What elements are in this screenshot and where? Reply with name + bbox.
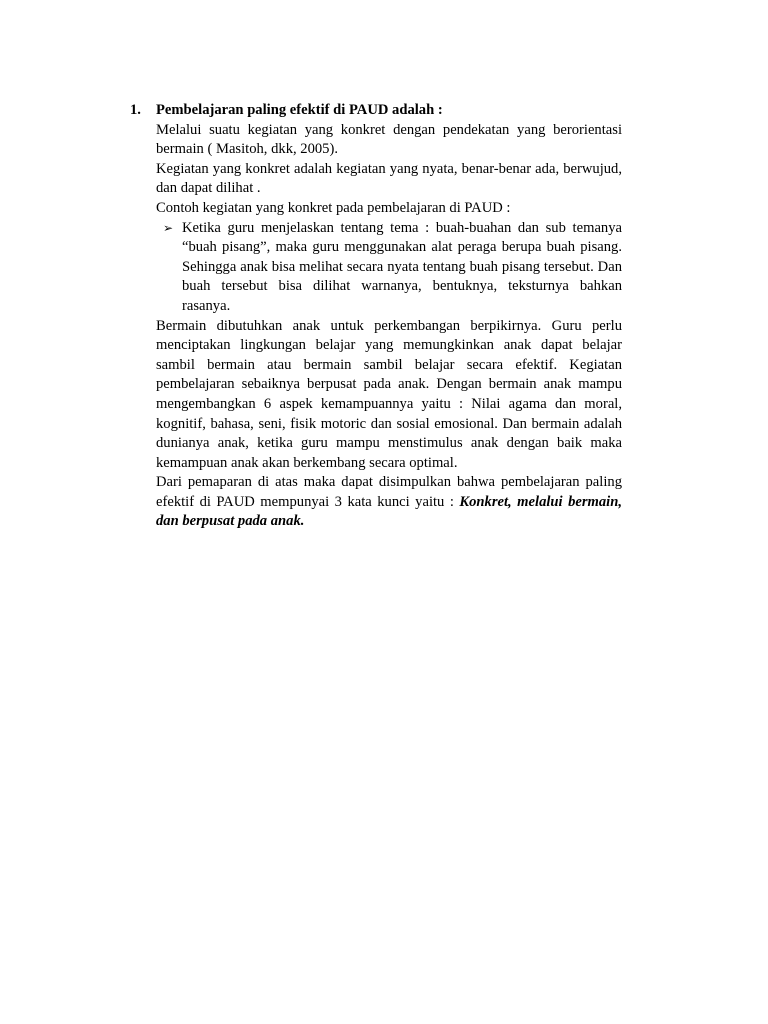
item-number: 1. — [130, 102, 141, 118]
item-body — [156, 121, 622, 532]
conclusion-keywords: Konkret, melalui bermain, dan berpusat pada anak. — [156, 493, 622, 530]
paragraph-contoh: Contoh kegiatan yang konkret pada pembelajaran di PAUD : — [156, 199, 511, 216]
paragraph-bermain: Bermain dibutuhkan anak untuk perkembangan berpikirnya. Guru perlu menciptakan lingkungan belajar yang memungkinkan anak dapat belajar sambil bermain atau bermain sambil belajar secara efektif. Kegiatan pembelajaran sebaiknya berpusat pada anak. Dengan bermain anak mampu mengembangkan 6 aspek kemampuannya yaitu : Nilai agama dan moral, kognitif, bahasa, seni, fisik motoric dan sosial emosional. Dan bermain adalah dunianya anak, ketika guru mampu menstimulus anak dengan baik maka kemampuan anak akan berkembang secara optimal. — [156, 317, 622, 471]
paragraph-definition: Melalui suatu kegiatan yang konkret dengan pendekatan yang berorientasi bermain ( Masitoh, dkk, 2005). — [156, 121, 622, 158]
paragraph-konkret: Kegiatan yang konkret adalah kegiatan yang nyata, benar-benar ada, berwujud, dan dapat dilihat . — [156, 160, 622, 197]
conclusion-text: Dari pemaparan di atas maka dapat disimpulkan bahwa pembelajaran paling efektif di PAUD mempunyai 3 kata kunci yaitu : — [156, 474, 622, 510]
arrowhead-bullet-icon: ➢ — [163, 220, 174, 235]
numbered-item — [130, 101, 622, 532]
paragraph-conclusion — [156, 473, 622, 532]
item-heading-row — [130, 101, 622, 121]
bullet-text: Ketika guru menjelaskan tentang tema : buah-buahan dan sub temanya “buah pisang”, maka guru menggunakan alat peraga berupa buah pisang. Sehingga anak bisa melihat secara nyata tentang buah pisang tersebut. Dan buah tersebut bisa dilihat warnanya, bentuknya, teksturnya bahkan rasanya. — [182, 219, 622, 314]
item-heading: Pembelajaran paling efektif di PAUD adalah : — [156, 102, 443, 118]
bullet-item — [163, 219, 622, 317]
